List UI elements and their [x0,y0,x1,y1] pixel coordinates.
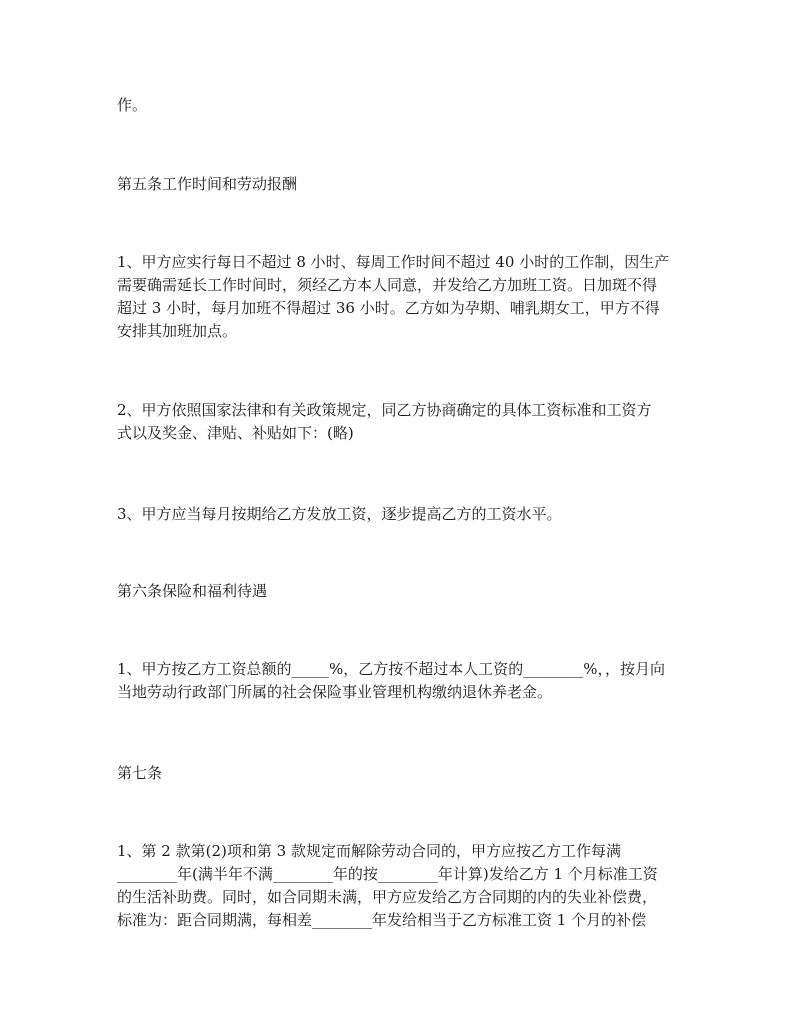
text-line: 3、甲方应当每月按期给乙方发放工资，逐步提高乙方的工资水平。 [117,505,562,523]
text-line: 的生活补助费。同时，如合同期未满，甲方应发给乙方合同期的内的失业补偿费， [117,888,658,906]
continued-text [117,94,687,117]
article-6-heading [117,580,687,603]
heading-text: 第五条工作时间和劳动报酬 [117,175,298,193]
text-line: 2、甲方依照国家法律和有关政策规定，同乙方协商确定的具体工资标准和工资方 [117,401,652,419]
heading-text: 第六条保险和福利待遇 [117,582,268,600]
heading-text: 第七条 [117,764,163,782]
text-line: 1、甲方应实行每日不超过 8 小时、每周工作时间不超过 40 小时的工作制，因生产 [117,253,670,271]
article-7-paragraph-1 [117,840,687,932]
text-line: 式以及奖金、津贴、补贴如下：(略) [117,424,354,442]
article-5-paragraph-1 [117,251,687,343]
text-line: 1、第 2 款第(2)项和第 3 款规定而解除劳动合同的，甲方应按乙方工作每满 [117,842,621,860]
text-line: 当地劳动行政部门所属的社会保险事业管理机构缴纳退休养老金。 [117,683,553,701]
article-5-heading [117,173,687,196]
article-5-paragraph-2 [117,399,687,445]
article-7-heading [117,762,687,785]
text-line: 作。 [117,96,148,114]
text-line: 需要确需延长工作时间时，须经乙方本人同意，并发给乙方加班工资。日加斑不得 [117,276,658,294]
text-line: 标准为：距合同期满，每相差________年发给相当于乙方标准工资 1 个月的补偿 [117,911,647,929]
text-line: 安排其加班加点。 [117,322,238,340]
text-line: 超过 3 小时，每月加班不得超过 36 小时。乙方如为孕期、哺乳期女工，甲方不得 [117,299,660,317]
article-5-paragraph-3 [117,503,687,526]
text-line: ________年(满半年不满________年的按________年计算)发给乙方 1 个月标准工资 [117,865,658,883]
article-6-paragraph-1 [117,658,687,704]
text-line: 1、甲方按乙方工资总额的_____%，乙方按不超过本人工资的________%，，按月向 [117,660,666,678]
